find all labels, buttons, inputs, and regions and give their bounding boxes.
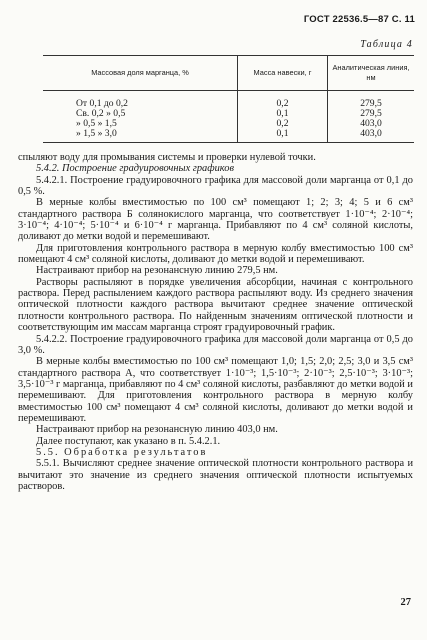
table-header-cell: Массовая доля марганца, % bbox=[43, 56, 238, 91]
paragraph: Настраивают прибор на резонансную линию 403,0 нм. bbox=[36, 424, 278, 436]
table-caption: Таблица 4 bbox=[360, 39, 413, 50]
paragraph: Настраивают прибор на резонансную линию 279,5 нм. bbox=[36, 265, 278, 277]
section-heading: 5.4.2. Построение градуировочных графиков bbox=[36, 163, 234, 175]
paragraph: Далее поступают, как указано в п. 5.4.2.1. bbox=[36, 435, 221, 447]
paragraph: Растворы распыляют в порядке увеличения абсорбции, начиная с контрольного раствора. Перед распылением каждого раствора распыляют воду. Из среднего значения оптической плотности каждого раствора вычитают среднее значение оптической плотности контрольного раствора. По найденным значениям оптической плотности и соответствующим им массам марганца строят градуировочный график. bbox=[18, 276, 413, 334]
table-cell: » 1,5 » 3,0 bbox=[76, 128, 117, 139]
page-header: ГОСТ 22536.5—87 С. 11 bbox=[303, 14, 415, 25]
table-cell: 403,0 bbox=[328, 119, 415, 129]
table-cell: 0,2 bbox=[238, 119, 328, 129]
data-table bbox=[43, 55, 414, 143]
paragraph: спыляют воду для промывания системы и проверки нулевой точки. bbox=[18, 152, 316, 163]
table-cell: Св. 0,2 » 0,5 bbox=[76, 108, 126, 119]
table-cell: 0,1 bbox=[238, 129, 328, 143]
paragraph: Для приготовления контрольного раствора в мерную колбу вместимостью 100 см³ помещают 4 см³ соляной кислоты, доливают до метки водой и перемешивают. bbox=[18, 242, 413, 266]
table-cell: 279,5 bbox=[328, 91, 415, 110]
table-cell: 0,2 bbox=[238, 91, 328, 110]
table-cell: 279,5 bbox=[328, 109, 415, 119]
table-row bbox=[43, 129, 414, 143]
table-header-cell: Масса навески, г bbox=[238, 56, 328, 91]
table-header-cell: Аналитическая линия, нм bbox=[328, 56, 415, 91]
paragraph: 5.4.2.2. Построение градуировочного графика для массовой доли марганца от 0,5 до 3,0 %. bbox=[18, 333, 413, 356]
paragraph: 5.4.2.1. Построение градуировочного графика для массовой доли марганца от 0,1 до 0,5 %. bbox=[18, 174, 413, 198]
paragraph: 5.5.1. Вычисляют среднее значение оптической плотности контрольного раствора и вычитают это значение из среднего значения оптической плотности испытуемых растворов. bbox=[18, 458, 413, 492]
page-number: 27 bbox=[400, 597, 411, 608]
paragraph: В мерные колбы вместимостью по 100 см³ помещают 1; 2; 3; 4; 5 и 6 см³ стандартного раствора Б солянокислого марганца, что соответствует 1·10⁻⁴; 2·10⁻⁴; 3·10⁻⁴; 4·10⁻⁴; 5·10⁻⁴ и 6·10⁻⁴ г марганца. Прибавляют по 4 см³ соляной кислоты, доливают до метки водой и перемешивают. bbox=[18, 197, 413, 243]
body-text bbox=[18, 152, 413, 492]
table-cell: От 0,1 до 0,2 bbox=[76, 98, 128, 109]
section-heading: 5.5. Обработка результатов bbox=[36, 446, 208, 458]
paragraph: В мерные колбы вместимостью по 100 см³ помещают 1,0; 1,5; 2,0; 2,5; 3,0 и 3,5 см³ стандартного раствора А, что соответствует 1·10⁻³; 1,5·10⁻³; 2·10⁻³; 2,5·10⁻³; 3·10⁻³; 3,5·10⁻³ г марганца, прибавляют по 4 см³ соляной кислоты, разбавляют до метки водой и перемешивают. Для приготовления контрольного раствора в мерную колбу вместимостью 100 см³ помещают 4 см³ соляной кислоты, доливают до метки водой и перемешивают. bbox=[18, 356, 413, 424]
table-cell: 0,1 bbox=[238, 109, 328, 119]
table-cell: » 0,5 » 1,5 bbox=[76, 118, 117, 129]
table-header-row bbox=[43, 56, 414, 91]
table-cell: 403,0 bbox=[328, 129, 415, 143]
table-row bbox=[43, 91, 414, 110]
